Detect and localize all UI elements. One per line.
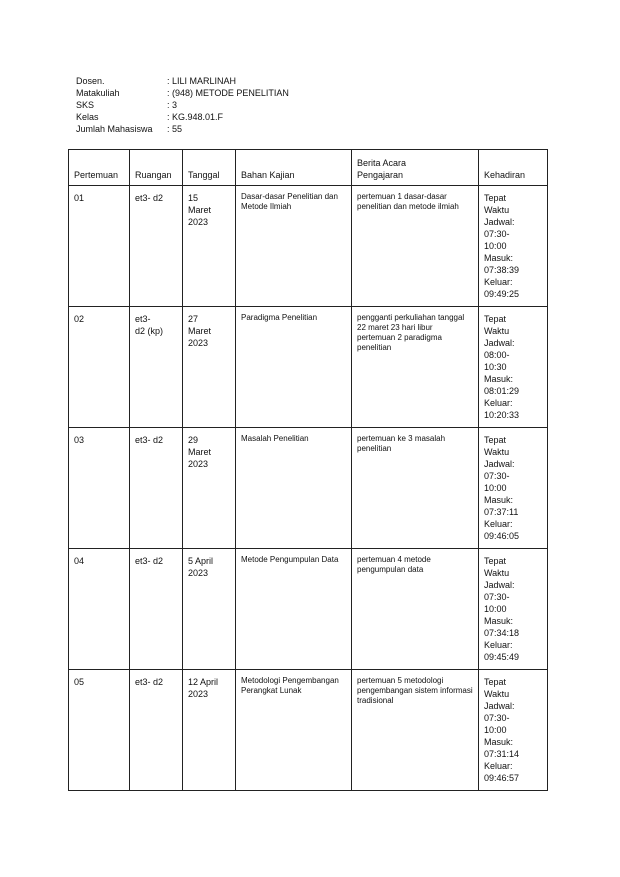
matakuliah-row: [76, 87, 289, 99]
ruangan-cell: et3- d2: [130, 428, 183, 549]
column-header-berita-acara: Berita Acara Pengajaran: [352, 150, 479, 186]
dosen-value: : LILI MARLINAH: [167, 76, 237, 86]
column-header-tanggal: Tanggal: [183, 150, 236, 186]
berita-acara-cell: pertemuan 5 metodologi pengembangan sistem informasi tradisional: [352, 670, 479, 791]
tanggal-cell: 12 April 2023: [183, 670, 236, 791]
column-header-bahan-kajian: Bahan Kajian: [236, 150, 352, 186]
kehadiran-cell: Tepat Waktu Jadwal: 07:30- 10:00 Masuk: 07:38:39 Keluar: 09:49:25: [479, 186, 548, 307]
bahan-kajian-cell: Dasar-dasar Penelitian dan Metode Ilmiah: [236, 186, 352, 307]
table-row: [69, 549, 548, 670]
course-info-header: [76, 75, 289, 135]
ruangan-cell: et3- d2: [130, 549, 183, 670]
table-row: [69, 307, 548, 428]
kehadiran-cell: Tepat Waktu Jadwal: 07:30- 10:00 Masuk: 07:34:18 Keluar: 09:45:49: [479, 549, 548, 670]
table-header-row: [69, 150, 548, 186]
jumlah-mahasiswa-row: [76, 123, 289, 135]
pertemuan-cell: 02: [69, 307, 130, 428]
jumlah-mahasiswa-label: Jumlah Mahasiswa: [76, 124, 153, 134]
jumlah-mahasiswa-value: : 55: [167, 124, 183, 134]
table-row: [69, 186, 548, 307]
pertemuan-cell: 03: [69, 428, 130, 549]
column-header-kehadiran: Kehadiran: [479, 150, 548, 186]
berita-acara-cell: pertemuan ke 3 masalah penelitian: [352, 428, 479, 549]
bahan-kajian-cell: Metodologi Pengembangan Perangkat Lunak: [236, 670, 352, 791]
sks-label: SKS: [76, 100, 95, 110]
matakuliah-label: Matakuliah: [76, 88, 120, 98]
tanggal-cell: 15 Maret 2023: [183, 186, 236, 307]
tanggal-cell: 5 April 2023: [183, 549, 236, 670]
table-row: [69, 670, 548, 791]
dosen-row: [76, 75, 289, 87]
kehadiran-cell: Tepat Waktu Jadwal: 08:00- 10:30 Masuk: 08:01:29 Keluar: 10:20:33: [479, 307, 548, 428]
table-row: [69, 428, 548, 549]
attendance-table: [68, 149, 548, 791]
column-header-pertemuan: Pertemuan: [69, 150, 130, 186]
berita-acara-cell: pengganti perkuliahan tanggal 22 maret 23 hari libur pertemuan 2 paradigma penelitian: [352, 307, 479, 428]
bahan-kajian-cell: Paradigma Penelitian: [236, 307, 352, 428]
pertemuan-cell: 04: [69, 549, 130, 670]
ruangan-cell: et3- d2 (kp): [130, 307, 183, 428]
ruangan-cell: et3- d2: [130, 670, 183, 791]
pertemuan-cell: 01: [69, 186, 130, 307]
kelas-label: Kelas: [76, 112, 99, 122]
berita-acara-cell: pertemuan 1 dasar-dasar penelitian dan metode ilmiah: [352, 186, 479, 307]
kehadiran-cell: Tepat Waktu Jadwal: 07:30- 10:00 Masuk: 07:31:14 Keluar: 09:46:57: [479, 670, 548, 791]
ruangan-cell: et3- d2: [130, 186, 183, 307]
tanggal-cell: 27 Maret 2023: [183, 307, 236, 428]
bahan-kajian-cell: Masalah Penelitian: [236, 428, 352, 549]
tanggal-cell: 29 Maret 2023: [183, 428, 236, 549]
kelas-value: : KG.948.01.F: [167, 112, 224, 122]
sks-value: : 3: [167, 100, 178, 110]
sks-row: [76, 99, 289, 111]
column-header-ruangan: Ruangan: [130, 150, 183, 186]
pertemuan-cell: 05: [69, 670, 130, 791]
kelas-row: [76, 111, 289, 123]
kehadiran-cell: Tepat Waktu Jadwal: 07:30- 10:00 Masuk: 07:37:11 Keluar: 09:46:05: [479, 428, 548, 549]
matakuliah-value: : (948) METODE PENELITIAN: [167, 88, 289, 98]
bahan-kajian-cell: Metode Pengumpulan Data: [236, 549, 352, 670]
dosen-label: Dosen.: [76, 76, 105, 86]
berita-acara-cell: pertemuan 4 metode pengumpulan data: [352, 549, 479, 670]
